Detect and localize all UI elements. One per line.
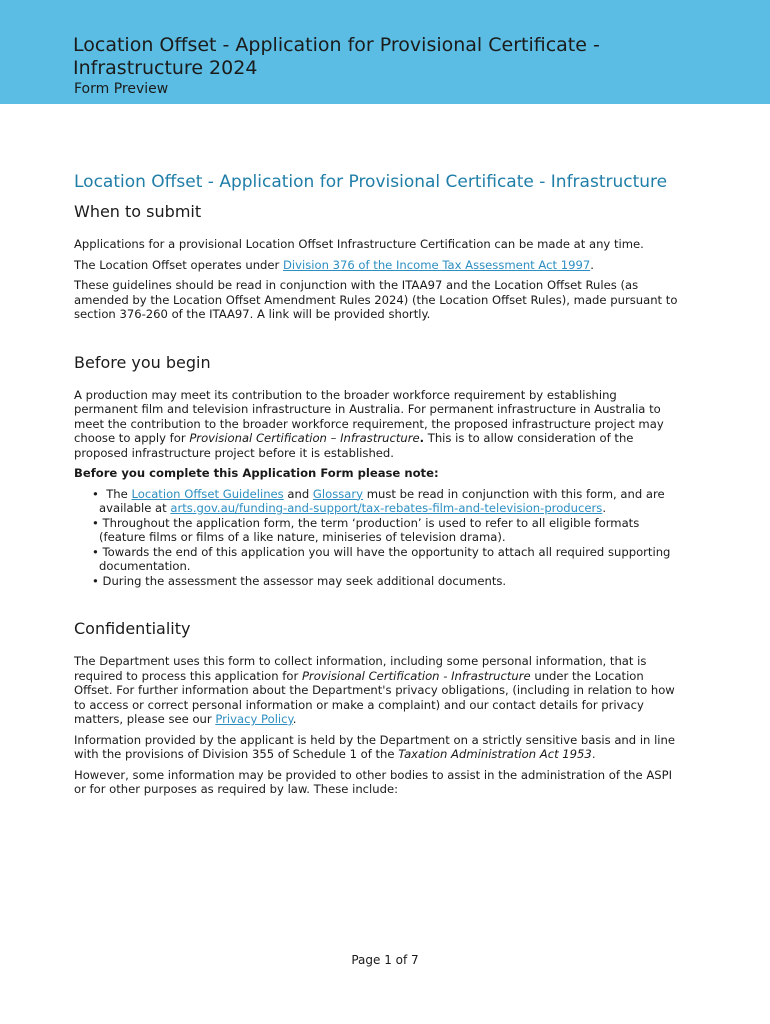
application-note-heading: Before you complete this Application Form please note: [74, 466, 439, 480]
when-to-submit-paragraph-1: Applications for a provisional Location Offset Infrastructure Certification can be made at any time. [74, 237, 644, 251]
glossary-link[interactable]: Glossary [312, 486, 364, 501]
division-376-link[interactable]: Division 376 of the Income Tax Assessment Act 1997 [283, 257, 591, 272]
application-notes-list [74, 487, 682, 589]
when-to-submit-paragraph-3: These guidelines should be read in conjunction with the ITAA97 and the Location Offset Rules (as amended by the Location Offset Amendment Rules 2024) (the Location Offset Rules), made pursuant to section 376-260 of the ITAA97. A link will be provided shortly. [74, 278, 678, 321]
header-subtitle: Form Preview [74, 81, 169, 97]
document-body [74, 172, 682, 803]
list-item: • Towards the end of this application you will have the opportunity to attach all required supporting documentation. [92, 544, 671, 573]
list-item: • Throughout the application form, the term ‘production’ is used to refer to all eligible formats (feature films or films of a like nature, miniseries of television drama). [92, 515, 640, 544]
confidentiality-paragraph-1: The Department uses this form to collect information, including some personal information, that is required to process this application for Provisional Certification - Infrastructure under the Location Offset. For further information about the Department's privacy obligations, (including in relation to how to access or correct personal information or make a complaint) and our contact details for privacy matters, please see our Privacy Policy. [74, 654, 675, 726]
list-item: • The Location Offset Guidelines and Glossary must be read in conjunction with this form, and are available at arts.gov.au/funding-and-support/tax-rebates-film-and-television-producers. [92, 486, 665, 515]
before-you-begin-heading: Before you begin [74, 352, 211, 372]
arts-gov-link[interactable]: arts.gov.au/funding-and-support/tax-rebates-film-and-television-producers [170, 501, 603, 515]
confidentiality-heading: Confidentiality [74, 619, 191, 638]
location-offset-guidelines-link[interactable]: Location Offset Guidelines [131, 486, 284, 501]
list-item: • During the assessment the assessor may seek additional documents. [92, 573, 507, 588]
privacy-policy-link[interactable]: Privacy Policy [215, 712, 293, 726]
page-number: Page 1 of 7 [351, 953, 419, 967]
before-you-begin-paragraph: A production may meet its contribution to the broader workforce requirement by establishing permanent film and television infrastructure in Australia. For permanent infrastructure in Australia to meet the contribution to the broader workforce requirement, the proposed infrastructure project may choose to apply for Provisional Certification – Infrastructure. This is to allow consideration of the proposed infrastructure project before it is established. [74, 387, 664, 460]
when-to-submit-heading: When to submit [74, 202, 202, 221]
confidentiality-paragraph-3: However, some information may be provided to other bodies to assist in the administration of the ASPI or for other purposes as required by law. These include: [74, 767, 673, 796]
confidentiality-paragraph-2: Information provided by the applicant is held by the Department on a strictly sensitive basis and in line with the provisions of Division 355 of Schedule 1 of the Taxation Administration Act 1953. [74, 732, 676, 761]
when-to-submit-paragraph-2: The Location Offset operates under Division 376 of the Income Tax Assessment Act 1997. [74, 257, 594, 272]
header-title: Location Offset - Application for Provisional Certificate - Infrastructure 2024 [73, 34, 600, 79]
document-title: Location Offset - Application for Provisional Certificate - Infrastructure [74, 172, 668, 192]
